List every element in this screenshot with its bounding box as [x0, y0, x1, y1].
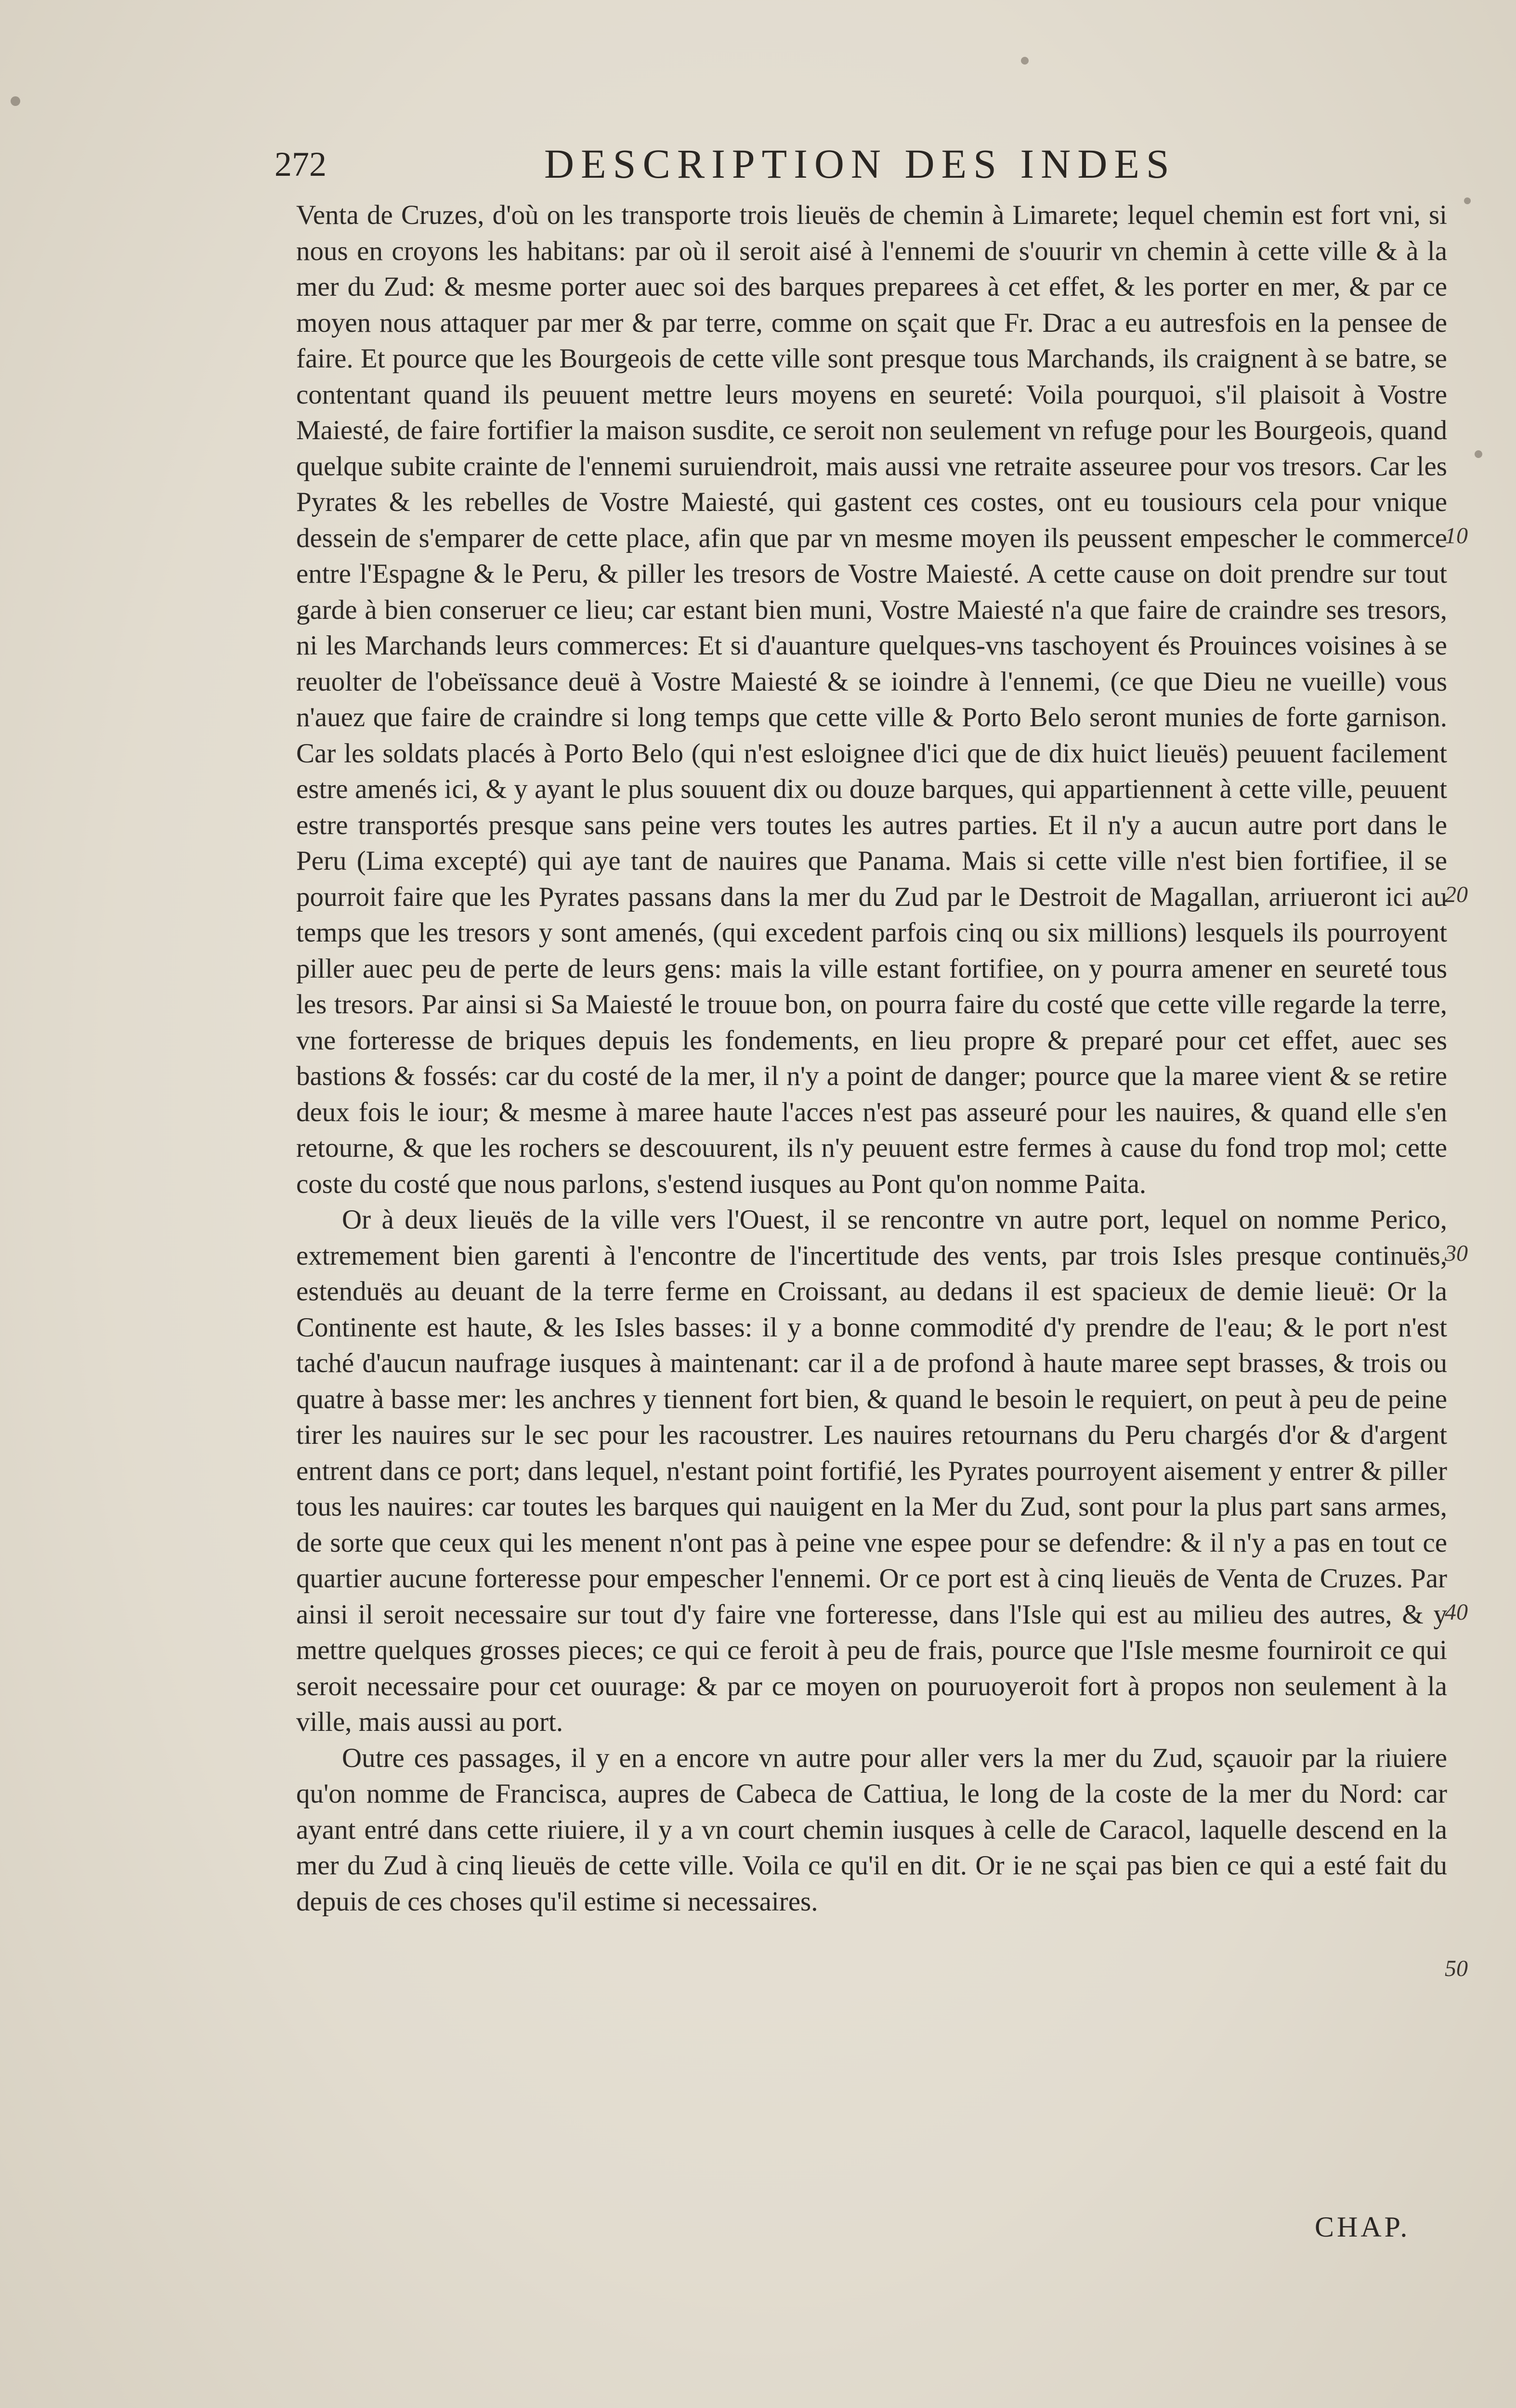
margin-line-number: 30 [1445, 1241, 1468, 1266]
margin-line-number: 10 [1445, 523, 1468, 549]
margin-line-number: 40 [1445, 1599, 1468, 1625]
body-text [296, 197, 1447, 1920]
paragraph: Outre ces passages, il y en a encore vn autre pour aller vers la mer du Zud, sçauoir par la riuiere qu'on nomme de Francisca, aupres de Cabeca de Cattiua, le long de la coste de la mer du Nord: car ayant entré dans cette riuiere, il y a vn court chemin iusques à celle de Caracol, laquelle descend en la mer du Zud à cinq lieuës de cette ville. Voila ce qu'il en dit. Or ie ne sçai pas bien ce qui a esté fait du depuis de ces choses qu'il estime si necessaires. [296, 1742, 1447, 1917]
ink-speck [1475, 450, 1482, 458]
catchword: CHAP. [1315, 2211, 1411, 2243]
ink-speck [1464, 197, 1471, 204]
ink-speck [11, 96, 20, 106]
page-header [274, 140, 1242, 197]
page-number: 272 [274, 145, 327, 183]
margin-line-number: 20 [1445, 882, 1468, 907]
paragraph: Venta de Cruzes, d'où on les transporte trois lieuës de chemin à Limarete; lequel chemin est fort vni, si nous en croyons les habitans: par où il seroit aisé à l'ennemi de s'ouurir vn chemin à cette ville & à la mer du Zud: & mesme porter auec soi des barques preparees à cet effet, & les porter en mer, & par ce moyen nous attaquer par mer & par terre, comme on sçait que Fr. Drac a eu autresfois en la pensee de faire. Et pource que les Bourgeois de cette ville sont presque tous Marchands, ils craignent à se batre, se contentant quand ils peuuent mettre leurs moyens en seureté: Voila pourquoi, s'il plaisoit à Vostre Maiesté, de faire fortifier la maison susdite, ce seroit non seulement vn refuge pour les Bourgeois, quand quelque subite crainte de l'ennemi suruiendroit, mais aussi vne retraite asseuree pour vos tresors. Car les Pyrates & les rebelles de Vostre Maiesté, qui gastent ces costes, ont eu tousiours cela pour vnique dessein de s'emparer de cette place, afin que par vn mesme moyen ils peussent empescher le commerce entre l'Espagne & le Peru, & piller les tresors de Vostre Maiesté. A cette cause on doit prendre sur tout garde à bien conseruer ce lieu; car estant bien muni, Vostre Maiesté n'a que faire de craindre ses tresors, ni les Marchands leurs commerces: Et si d'auanture quelques-vns taschoyent és Prouinces voisines à se reuolter de l'obeïssance deuë à Vostre Maiesté & se ioindre à l'ennemi, (ce que Dieu ne vueille) vous n'auez que faire de craindre si long temps que cette ville & Porto Belo seront munies de forte garnison. Car les soldats placés à Porto Belo (qui n'est esloignee d'ici que de dix huict lieuës) peuuent facilement estre amenés ici, & y ayant le plus souuent dix ou douze barques, qui appartiennent à cette ville, peuuent estre transportés presque sans peine vers toutes les autres parties. Et il n'y a aucun autre port dans le Peru (Lima excepté) qui aye tant de nauires que Panama. Mais si cette ville n'est bien fortifiee, il se pourroit faire que les Pyrates passans dans la mer du Zud par le Destroit de Magallan, arriueront ici au temps que les tresors y sont amenés, (qui excedent parfois cinq ou six millions) lesquels ils pourroyent piller auec peu de perte de leurs gens: mais la ville estant fortifiee, on y pourra amener en seureté tous les tresors. Par ainsi si Sa Maiesté le trouue bon, on pourra faire du costé que cette ville regarde la terre, vne forteresse de briques depuis les fondements, en lieu propre & preparé pour cet effet, auec ses bastions & fossés: car du costé de la mer, il n'y a point de danger; pource que la maree vient & se retire deux fois le iour; & mesme à maree haute l'acces n'est pas asseuré pour les nauires, & quand elle s'en retourne, & que les rochers se descouurent, ils n'y peuuent estre fermes à cause du fond trop mol; cette coste du costé que nous parlons, s'estend iusques au Pont qu'on nomme Paita. [296, 200, 1447, 1199]
margin-line-number: 50 [1445, 1956, 1468, 1981]
paragraph: Or à deux lieuës de la ville vers l'Ouest, il se rencontre vn autre port, lequel on nomme Perico, extremement bien garenti à l'encontre de l'incertitude des vents, par trois Isles presque continuës, estenduës au deuant de la terre ferme en Croissant, au dedans il est spacieux de demie lieuë: Or la Continente est haute, & les Isles basses: il y a bonne commodité d'y prendre de l'eau; & le port n'est taché d'aucun naufrage iusques à maintenant: car il a de profond à haute maree sept brasses, & trois ou quatre à basse mer: les anchres y tiennent fort bien, & quand le besoin le requiert, on peut à peu de peine tirer les nauires sur le sec pour les racoustrer. Les nauires retournans du Peru chargés d'or & d'argent entrent dans ce port; dans lequel, n'estant point fortifié, les Pyrates pourroyent aisement y entrer & piller tous les nauires: car toutes les barques qui nauigent en la Mer du Zud, sont pour la plus part sans armes, de sorte que ceux qui les menent n'ont pas à peine vne espee pour se defendre: & il n'y a pas en tout ce quartier aucune forteresse pour empescher l'ennemi. Or ce port est à cinq lieuës de Venta de Cruzes. Par ainsi il seroit necessaire sur tout d'y faire vne forteresse, dans l'Isle qui est au milieu des autres, & y mettre quelques grosses pieces; ce qui ce feroit à peu de frais, pource que l'Isle mesme fourniroit ce qui seroit necessaire pour cet ouurage: & par ce moyen on pouruoyeroit fort à propos non seulement à la ville, mais aussi au port. [296, 1204, 1447, 1737]
running-head: DESCRIPTION DES INDES [544, 141, 1176, 187]
ink-speck [1021, 57, 1029, 65]
